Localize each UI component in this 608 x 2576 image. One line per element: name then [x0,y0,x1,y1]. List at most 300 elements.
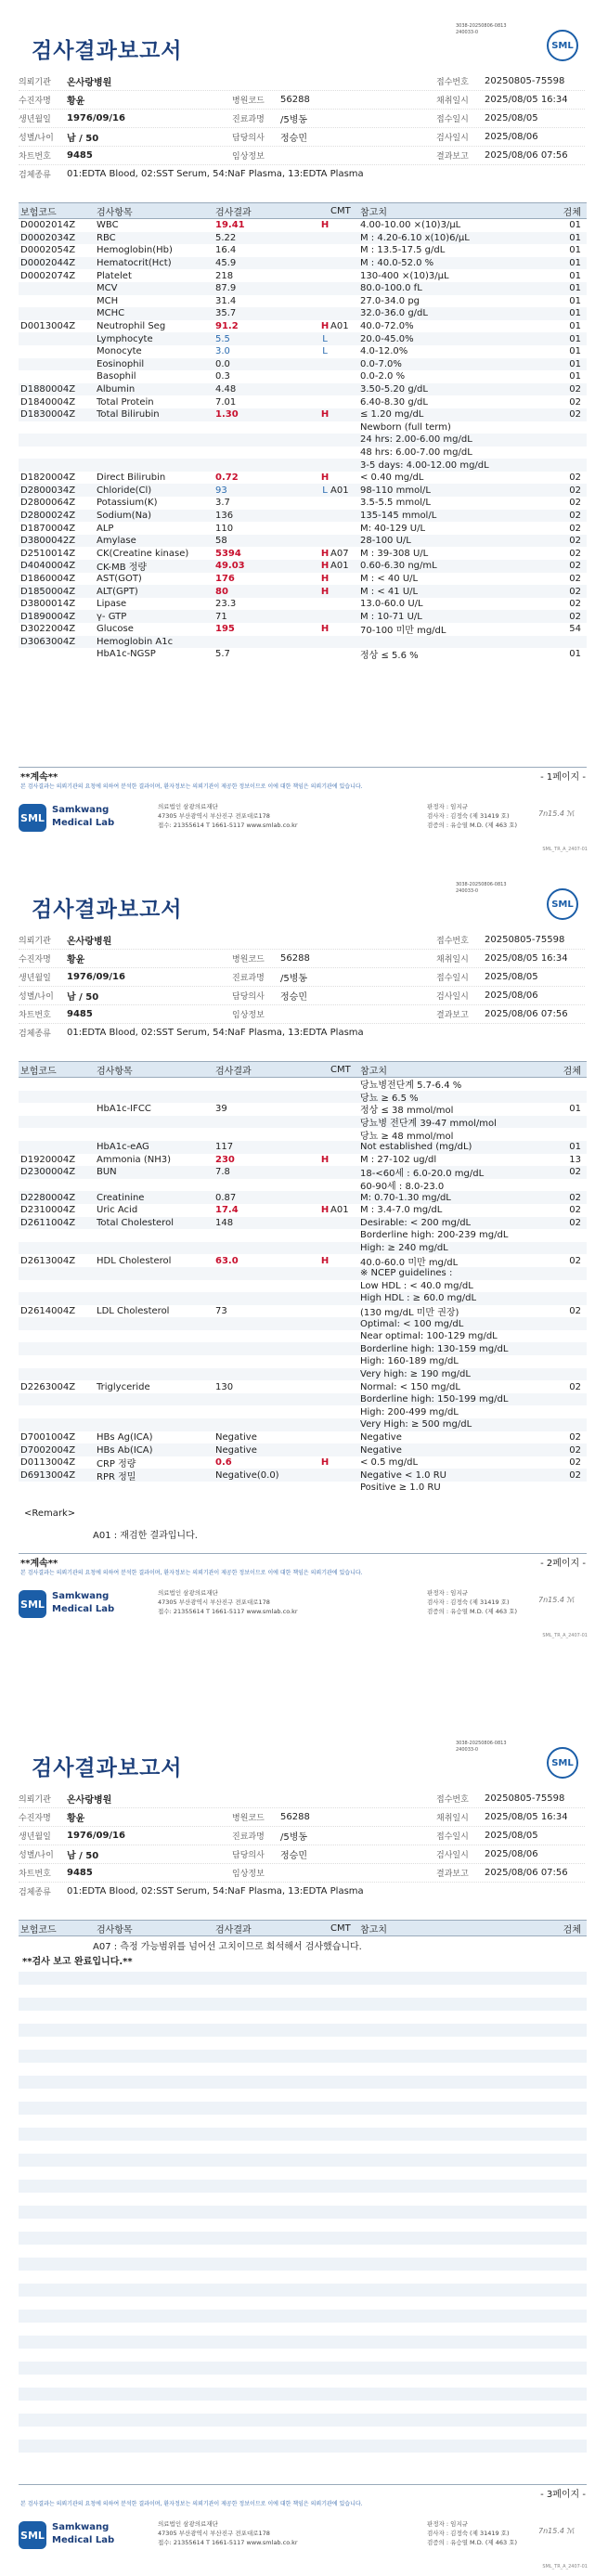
comment-code: A01 [330,1205,349,1216]
reference-range: 40.0-60.0 미만 mg/dL [360,1257,459,1268]
test-result: 0.6 [215,1457,232,1469]
test-name: BUN [97,1167,117,1178]
test-result: 5.5 [215,333,230,344]
test-result: 195 [215,624,235,635]
reference-range: M : < 40 U/L [360,573,419,584]
table-row [19,370,587,383]
test-name: HBs Ab(ICA) [97,1444,153,1456]
test-code: D3800042Z [20,536,76,547]
results-table-header: 보험코드 검사항목 검사결과 CMT 참고치 검체 [19,202,587,219]
table-row [19,648,587,661]
test-name: Lymphocyte [97,333,153,344]
reference-range: 18-<60세 : 6.0-20.0 mg/dL [360,1169,485,1180]
test-name: Basophil [97,371,136,382]
table-row [19,547,587,560]
specimen-code: 02 [569,1192,581,1203]
table-row [19,535,587,548]
reference-range: Desirable: < 200 mg/dL [360,1217,472,1228]
table-row [19,1128,587,1141]
specimen-code: 02 [569,573,581,584]
test-result: 91.2 [215,321,239,332]
table-row [19,320,587,333]
continue-label: **계속** [20,1559,58,1569]
test-code: D0002034Z [20,232,76,243]
test-name: Total Cholesterol [97,1217,174,1228]
table-row [19,421,587,434]
reference-range: M : 40.0-52.0 % [360,258,434,269]
remark-label: <Remark> [24,1508,76,1519]
table-row [19,1305,587,1318]
test-result: 58 [215,536,227,547]
test-code: D2300004Z [20,1167,76,1178]
test-name: Hemoglobin A1c [97,636,174,647]
result-flag: H [320,624,330,635]
specimen-code: 01 [569,220,581,231]
reference-range: 20.0-45.0% [360,333,414,344]
table-row [19,1355,587,1368]
test-name: Albumin [97,384,136,395]
comment-code: A01 [330,561,349,572]
reference-range: Newborn (full term) [360,421,451,433]
reference-range: High: 200-499 mg/dL [360,1406,459,1417]
test-code: D2613004Z [20,1255,76,1266]
page-number: - 3페이지 - [540,2490,586,2500]
test-name: Lipase [97,599,127,610]
table-row [19,1267,587,1280]
signature: 7n15.4 ℳ [538,1596,576,1604]
test-code: D1860004Z [20,573,76,584]
test-name: Eosinophil [97,358,145,369]
comment-code: A01 [330,321,349,332]
test-code: D4040004Z [20,561,76,572]
reference-range: High: ≥ 240 mg/dL [360,1243,448,1254]
test-code: D2280004Z [20,1192,76,1203]
test-code: D1890004Z [20,611,76,622]
sml-logo: SML [547,888,578,920]
test-result: 39 [215,1104,227,1115]
test-result: Negative [215,1444,257,1456]
reference-range: 13.0-60.0 U/L [360,599,423,610]
test-name: MCHC [97,308,125,319]
reference-range: 당뇨병 전단계 39-47 mmol/mol [360,1119,497,1130]
specimen-code: 02 [569,536,581,547]
table-row [19,447,587,460]
specimen-code: 02 [569,409,581,421]
test-result: 148 [215,1217,234,1228]
specimen-code: 02 [569,1255,581,1266]
result-flag: H [320,586,330,597]
result-flag: H [320,220,330,231]
test-code: D1850004Z [20,586,76,597]
test-name: Hemoglobin(Hb) [97,245,173,256]
table-row [19,1229,587,1242]
test-result: 0.0 [215,358,230,369]
reference-range: 당뇨병전단계 5.7-6.4 % [360,1081,462,1092]
table-row [19,408,587,421]
table-row [19,1280,587,1293]
reference-range: ※ NCEP guidelines : [360,1268,453,1279]
specimen-code: 01 [569,346,581,357]
result-flag: H [320,1255,330,1266]
reference-range: Borderline high: 200-239 mg/dL [360,1230,509,1241]
disclaimer: 본 검사결과는 의뢰기관의 요청에 의하여 분석한 결과이며, 환자정보는 의뢰기관이 제공한 정보이므로 이에 대한 책임은 의뢰기관에 있습니다. [20,783,363,790]
sml-logo: SML [547,1747,578,1779]
test-code: D2310004Z [20,1205,76,1216]
report-title: 검사결과보고서 [32,898,183,922]
reference-range: 당뇨 ≥ 6.5 % [360,1093,419,1104]
table-row [19,219,587,232]
specimen-code: 01 [569,1104,581,1115]
test-name: HDL Cholesterol [97,1255,172,1266]
specimen-code: 54 [569,624,581,635]
test-name: CRP 정량 [97,1459,136,1470]
test-code: D0002014Z [20,220,76,231]
table-row [19,358,587,371]
test-result: 7.01 [215,396,237,408]
test-name: Amylase [97,536,136,547]
reference-range: 80.0-100.0 fL [360,283,422,294]
results-table-page-1 [19,219,587,661]
barcode-text: 3038-20250806-0813 240033-0 [456,1741,507,1753]
test-name: γ- GTP [97,611,127,622]
test-code: D0002074Z [20,270,76,281]
test-result: 7.8 [215,1167,230,1178]
table-row [19,1456,587,1469]
specimen-code: 02 [569,1205,581,1216]
test-name: HBs Ag(ICA) [97,1431,153,1443]
test-code: D0002044Z [20,258,76,269]
test-name: MCH [97,295,119,306]
result-flag: H [320,548,330,559]
reference-range: 135-145 mmol/L [360,510,437,521]
table-row [19,1405,587,1418]
test-code: D1820004Z [20,472,76,484]
samkwang-logo: SML [19,804,46,832]
test-result: 4.48 [215,384,237,395]
table-row [19,573,587,586]
specimen-code: 01 [569,333,581,344]
specimen-code: 02 [569,586,581,597]
specimen-code: 02 [569,1444,581,1456]
specimen-code: 01 [569,371,581,382]
result-flag: H [320,321,330,332]
specimen-code: 02 [569,561,581,572]
reference-range: 당뇨 ≥ 48 mmol/mol [360,1131,454,1142]
specimen-code: 01 [569,232,581,243]
test-result: 17.4 [215,1205,239,1216]
reference-range: Low HDL : < 40.0 mg/dL [360,1280,473,1291]
reference-range: 4.00-10.00 ×(10)3/μL [360,220,461,231]
test-name: HbA1c-IFCC [97,1104,151,1115]
test-code: D1870004Z [20,523,76,534]
disclaimer: 본 검사결과는 의뢰기관의 요청에 의하여 분석한 결과이며, 환자정보는 의뢰기관이 제공한 정보이므로 이에 대한 책임은 의뢰기관에 있습니다. [20,2501,363,2507]
specimen-code: 01 [569,321,581,332]
table-row [19,1418,587,1431]
specimen-code: 13 [569,1154,581,1165]
specimen-code: 02 [569,472,581,484]
reference-range: M: 40-129 U/L [360,523,426,534]
result-flag: L [322,333,328,344]
specimen-code: 02 [569,1457,581,1469]
disclaimer: 본 검사결과는 의뢰기관의 요청에 의하여 분석한 결과이며, 환자정보는 의뢰기관이 제공한 정보이므로 이에 대한 책임은 의뢰기관에 있습니다. [20,1570,363,1576]
table-row [19,1368,587,1381]
table-row [19,1317,587,1330]
test-code: D2263004Z [20,1381,76,1392]
reference-range: 3-5 days: 4.00-12.00 mg/dL [360,460,489,471]
table-row [19,282,587,295]
reference-range: Positive ≥ 1.0 RU [360,1482,441,1494]
reference-range: High: 160-189 mg/dL [360,1356,459,1367]
table-row [19,610,587,623]
specimen-code: 02 [569,1217,581,1228]
test-name: HbA1c-eAG [97,1142,149,1153]
footer: SML Samkwang Medical Lab 의료법인 삼광의료재단 47305 부산광역시 부산진구 전포대로178 접수: 21355614 T 1661-5117 www.smlab.co.kr 판정자 : 임지규 검사자 : 김정숙 (제 31419 호) 검증의 : 유승열 M.D. (제 463 호) 7n15.4 ℳ [19,800,587,839]
reference-range: Normal: < 150 mg/dL [360,1381,460,1392]
reference-range: 70-100 미만 mg/dL [360,626,446,637]
specimen-code: 02 [569,498,581,509]
test-name: RPR 정밀 [97,1471,136,1482]
report-complete: **검사 보고 완료입니다.** [22,1957,133,1967]
specimen-code: 02 [569,1431,581,1443]
reference-range: 3.5-5.5 mmol/L [360,498,431,509]
test-result: Negative [215,1431,257,1443]
patient-header: 의뢰기관 온사랑병원 접수번호 20250805-75598 수진자명 황윤 병원코드 56288 채취일시 2025/08/05 16:34 생년월일 1976/09/16 진료과명 /5병동 접수일시 2025/08/05 성별/나이 남 / 50 담당의사 정승민 검사일시 2025/08/06 차트번호 9485 임상정보 결과보고 2025/08/06 07:56 검체종류 01:EDTA Blood, 02:SST Serum, 54:NaF Plasma, 13:EDTA Plasma [19,931,585,1042]
footer: SML Samkwang Medical Lab 의료법인 삼광의료재단 47305 부산광역시 부산진구 전포대로178 접수: 21355614 T 1661-5117 www.smlab.co.kr 판정자 : 임지규 검사자 : 김정숙 (제 31419 호) 검증의 : 유승열 M.D. (제 463 호) 7n15.4 ℳ [19,1586,587,1625]
test-code: D1880004Z [20,384,76,395]
table-row [19,269,587,282]
comment-code: A01 [330,485,349,496]
test-code: D2800024Z [20,510,76,521]
test-name: Hematocrit(Hct) [97,258,172,269]
reference-range: 98-110 mmol/L [360,485,431,496]
reference-range: 정상 ≤ 5.6 % [360,651,419,662]
table-row [19,636,587,649]
table-row [19,522,587,535]
test-result: 63.0 [215,1255,239,1266]
table-row [19,1431,587,1444]
test-name: CK(Creatine kinase) [97,548,189,559]
specimen-code: 02 [569,1305,581,1316]
table-row [19,1330,587,1343]
reference-range: 0.60-6.30 ng/mL [360,561,437,572]
test-code: D0113004Z [20,1457,76,1469]
reference-range: 40.0-72.0% [360,321,414,332]
table-row [19,472,587,485]
specimen-code: 02 [569,1167,581,1178]
test-result: 23.3 [215,599,237,610]
result-flag: L [322,485,328,496]
result-flag: H [320,1154,330,1165]
table-row [19,1141,587,1154]
table-row [19,1116,587,1129]
specimen-code: 02 [569,396,581,408]
test-result: 5394 [215,548,241,559]
reference-range: M : 39-308 U/L [360,548,429,559]
reference-range: 130-400 ×(10)3/μL [360,270,449,281]
table-row [19,598,587,611]
reference-range: 3.50-5.20 g/dL [360,384,428,395]
specimen-code: 01 [569,245,581,256]
table-row [19,244,587,257]
table-row [19,345,587,358]
comment-code: A07 [330,548,349,559]
test-code: D1830004Z [20,409,76,421]
test-name: Triglyceride [97,1381,150,1392]
reference-range: M: 0.70-1.30 mg/dL [360,1192,451,1203]
test-name: Direct Bilirubin [97,472,166,484]
page-number: - 1페이지 - [540,772,586,783]
test-result: 110 [215,523,234,534]
test-result: 176 [215,573,235,584]
test-result: 93 [215,485,227,496]
reference-range: Not established (mg/dL) [360,1142,472,1153]
test-name: Uric Acid [97,1205,138,1216]
reference-range: Borderline high: 150-199 mg/dL [360,1394,509,1405]
test-result: 218 [215,270,234,281]
reference-range: < 0.5 mg/dL [360,1457,419,1469]
results-table-page-2 [19,1078,587,1495]
reference-range: 32.0-36.0 g/dL [360,308,428,319]
samkwang-logo: SML [19,2521,46,2549]
reference-range: Negative [360,1444,402,1456]
result-flag: H [320,1457,330,1469]
patient-header: 의뢰기관 온사랑병원 접수번호 20250805-75598 수진자명 황윤 병원코드 56288 채취일시 2025/08/05 16:34 생년월일 1976/09/16 진료과명 /5병동 접수일시 2025/08/05 성별/나이 남 / 50 담당의사 정승민 검사일시 2025/08/06 차트번호 9485 임상정보 결과보고 2025/08/06 07:56 검체종류 01:EDTA Blood, 02:SST Serum, 54:NaF Plasma, 13:EDTA Plasma [19,72,585,183]
table-row [19,1482,587,1495]
test-name: Sodium(Na) [97,510,152,521]
sml-logo: SML [547,30,578,61]
test-name: Ammonia (NH3) [97,1154,172,1165]
test-name: MCV [97,283,118,294]
reference-range: Very high: ≥ 190 mg/dL [360,1368,471,1379]
reference-range: 4.0-12.0% [360,346,408,357]
table-row [19,1380,587,1393]
specimen-code: 01 [569,649,581,660]
specimen-code: 02 [569,485,581,496]
test-result: 3.0 [215,346,230,357]
reference-range: M : 27-102 ug/dl [360,1154,437,1165]
reference-range: 24 hrs: 2.00-6.00 mg/dL [360,434,472,446]
reference-range: ≤ 1.20 mg/dL [360,409,424,421]
reference-range: M : 3.4-7.0 mg/dL [360,1205,443,1216]
reference-range: Borderline high: 130-159 mg/dL [360,1343,509,1354]
specimen-code: 01 [569,283,581,294]
test-result: 3.7 [215,498,230,509]
table-row [19,257,587,270]
table-row [19,395,587,408]
table-row [19,1154,587,1167]
test-code: D0002054Z [20,245,76,256]
table-row [19,484,587,497]
specimen-code: 01 [569,308,581,319]
test-code: D2611004Z [20,1217,76,1228]
table-row [19,1469,587,1482]
test-code: D2510014Z [20,548,76,559]
report-title: 검사결과보고서 [32,1756,183,1780]
test-result: 73 [215,1305,227,1316]
reference-range: 0.0-7.0% [360,358,402,369]
test-result: 80 [215,586,228,597]
test-code: D3022004Z [20,624,76,635]
test-result: 0.72 [215,472,239,484]
specimen-code: 02 [569,384,581,395]
table-row [19,585,587,598]
results-table-header: 보험코드 검사항목 검사결과 CMT 참고치 검체 [19,1920,587,1936]
test-result: 31.4 [215,295,237,306]
test-name: HbA1c-NGSP [97,649,156,660]
table-row [19,1091,587,1104]
reference-range: 27.0-34.0 pg [360,295,420,306]
samkwang-logo: SML [19,1590,46,1618]
result-flag: H [320,573,330,584]
specimen-code: 02 [569,548,581,559]
table-row [19,623,587,636]
test-name: Creatinine [97,1192,145,1203]
specimen-code: 02 [569,510,581,521]
table-row [19,459,587,472]
test-name: Neutrophil Seg [97,321,166,332]
test-result: 1.30 [215,409,239,421]
test-name: LDL Cholesterol [97,1305,170,1316]
test-result: 87.9 [215,283,237,294]
table-row [19,295,587,308]
signature: 7n15.4 ℳ [538,2527,576,2535]
specimen-code: 01 [569,358,581,369]
reference-range: 6.40-8.30 g/dL [360,396,428,408]
test-result: Negative(0.0) [215,1469,279,1481]
reference-range: 0.0-2.0 % [360,371,406,382]
reference-range: M : 10-71 U/L [360,611,422,622]
reference-range: Near optimal: 100-129 mg/dL [360,1331,498,1342]
table-row [19,232,587,245]
barcode-text: 3038-20250806-0813 240033-0 [456,882,507,894]
test-result: 230 [215,1154,235,1165]
reference-range: 28-100 U/L [360,536,411,547]
test-result: 130 [215,1381,234,1392]
table-row [19,383,587,396]
report-page-1: 검사결과보고서 3038-20250806-0813 240033-0 SML 의뢰기관 온사랑병원 접수번호 20250805-75598 수진자명 황윤 병원코드 56288 채취일시 2025/08/05 16:34 생년월일 1976/09/16 진료과명 /5병동 접수일시 2025/08/05 성별/나이 남 / 50 담당의사 정승민 검사일시 2025/08/06 차트번호 9485 임상정보 결과보고 2025/08/06 07:56 검체종류 01:EDTA Blood, 02:SST Serum, 54:NaF Plasma, 13:EDTA Plasma 보험코드 검사항목 검사결과 CMT 참고치 검체 D0002014Z WBC 19.41 H 4.00-10.00 ×(10)3/μL 01 D0002034Z RBC 5.22 M : 4.20-6.10 x(10)6/μL 01 D0002054Z Hemoglobin(Hb) 16.4 M : 13.5-17.5 g/dL 01 D0002044Z Hematocrit(Hct) 45.9 M : 40.0-52.0 % 01 D0002074Z Platelet 218 130-400 ×(10)3/μL 01 MCV 87.9 80.0-100.0 fL 01 MCH 31.4 27.0-34.0 pg 01 MCHC 35.7 32.0-36.0 g/dL 01 D0013004Z Neutrophil Seg 91.2 H A01 40.0-72.0% 01 Lymphocyte 5.5 L 20.0-45.0% 01 Monocyte 3.0 L 4.0-12.0% 01 Eosinophil 0.0 0.0-7.0% 01 Basophil 0.3 0.0-2.0 % 01 D1880004Z Albumin 4.48 3.50-5.20 g/dL 02 D1840004Z Total Protein 7.01 6.40-8.30 g/dL 02 D1830004Z Total Bilirubin 1.30 H ≤ 1.20 mg/dL 02 Newborn (full term) 24 hrs: 2.00-6.00 mg/dL 48 hrs: 6.00-7.00 mg/dL 3-5 days: 4.00-12.00 mg/dL D1820004Z Direct Bilirubin 0.72 H < 0.40 mg/dL 02 D2800034Z Chloride(Cl) 93 L A01 98-110 mmol/L 02 D2800064Z Potassium(K) 3.7 3.5-5.5 mmol/L 02 D2800024Z Sodium(Na) 136 135-145 mmol/L 02 D1870004Z ALP 110 M: 40-129 U/L 02 D3800042Z Amylase 58 28-100 U/L 02 D2510014Z CK(Creatine kinase) 5394 H A07 M : 39-308 U/L 02 D4040004Z CK-MB 정량 49.03 H A01 0.60-6.30 ng/mL 02 D1860004Z AST(GOT) 176 H M : < 40 U/L 02 D1850004Z ALT(GPT) 80 H M : < 41 U/L 02 D3800014Z Lipase 23.3 13.0-60.0 U/L 02 D1890004Z γ- GTP 71 M : 10-71 U/L 02 D3022004Z Glucose 195 H 70-100 미만 mg/dL 54 D3063004Z Hemoglobin A1c HbA1c-NGSP 5.7 정상 ≤ 5.6 % 01 **계속** - 1페이지 - 본 검사결과는 의뢰기관의 요청에 의하여 분석한 결과이며, 환자정보는 의뢰기관이 제공한 정보이므로 이에 대한 책임은 의뢰기관에 있습니다. SML Samkwang Medical Lab 의료법인 삼광의료재단 47305 부산광역시 부산진구 전포대로178 접수: 21355614 T 1661-5117 www.smlab.co.kr 판정자 : 임지규 검사자 : 김정숙 (제 31419 호) 검증의 : 유승열 M.D. (제 463 호) 7n15.4 ℳ SML_TR_A_2407-01 [0,0,608,859]
report-page-3: 검사결과보고서 3038-20250806-0813 240033-0 SML 의뢰기관 온사랑병원 접수번호 20250805-75598 수진자명 황윤 병원코드 56288 채취일시 2025/08/05 16:34 생년월일 1976/09/16 진료과명 /5병동 접수일시 2025/08/05 성별/나이 남 / 50 담당의사 정승민 검사일시 2025/08/06 차트번호 9485 임상정보 결과보고 2025/08/06 07:56 검체종류 01:EDTA Blood, 02:SST Serum, 54:NaF Plasma, 13:EDTA Plasma 보험코드 검사항목 검사결과 CMT 참고치 검체 A07 : 측정 가능범위를 넘어선 고치이므로 희석해서 검사했습니다. **검사 보고 완료입니다.** - 3페이지 - 본 검사결과는 의뢰기관의 요청에 의하여 분석한 결과이며, 환자정보는 의뢰기관이 제공한 정보이므로 이에 대한 책임은 의뢰기관에 있습니다. SML Samkwang Medical Lab 의료법인 삼광의료재단 47305 부산광역시 부산진구 전포대로178 접수: 21355614 T 1661-5117 www.smlab.co.kr 판정자 : 임지규 검사자 : 김정숙 (제 31419 호) 검증의 : 유승열 M.D. (제 463 호) 7n15.4 ℳ SML_TR_A_2407-01 [0,1717,608,2576]
barcode-text: 3038-20250806-0813 240033-0 [456,23,507,35]
test-name: Total Protein [97,396,154,408]
report-title: 검사결과보고서 [32,39,183,63]
reference-range: M : 13.5-17.5 g/dL [360,245,446,256]
test-code: D3063004Z [20,636,76,647]
test-code: D7001004Z [20,1431,76,1443]
result-flag: L [322,346,328,357]
result-flag: H [320,472,330,484]
continue-label: **계속** [20,772,58,783]
test-result: 49.03 [215,561,245,572]
test-code: D3800014Z [20,599,76,610]
table-row [19,1078,587,1091]
test-name: ALP [97,523,114,534]
reference-range: (130 mg/dL 미만 권장) [360,1307,459,1318]
test-result: 16.4 [215,245,237,256]
signature: 7n15.4 ℳ [538,809,576,818]
test-code: D1920004Z [20,1154,76,1165]
test-code: D7002004Z [20,1444,76,1456]
reference-range: High HDL : ≥ 60.0 mg/dL [360,1293,477,1304]
specimen-code: 02 [569,611,581,622]
footer: SML Samkwang Medical Lab 의료법인 삼광의료재단 47305 부산광역시 부산진구 전포대로178 접수: 21355614 T 1661-5117 www.smlab.co.kr 판정자 : 임지규 검사자 : 김정숙 (제 31419 호) 검증의 : 유승열 M.D. (제 463 호) 7n15.4 ℳ [19,2518,587,2557]
test-name: Glucose [97,624,134,635]
test-name: AST(GOT) [97,573,142,584]
table-row [19,1166,587,1179]
reference-range: < 0.40 mg/dL [360,472,424,484]
blank-table-area [19,1972,587,2466]
table-row [19,1217,587,1230]
table-row [19,1103,587,1116]
